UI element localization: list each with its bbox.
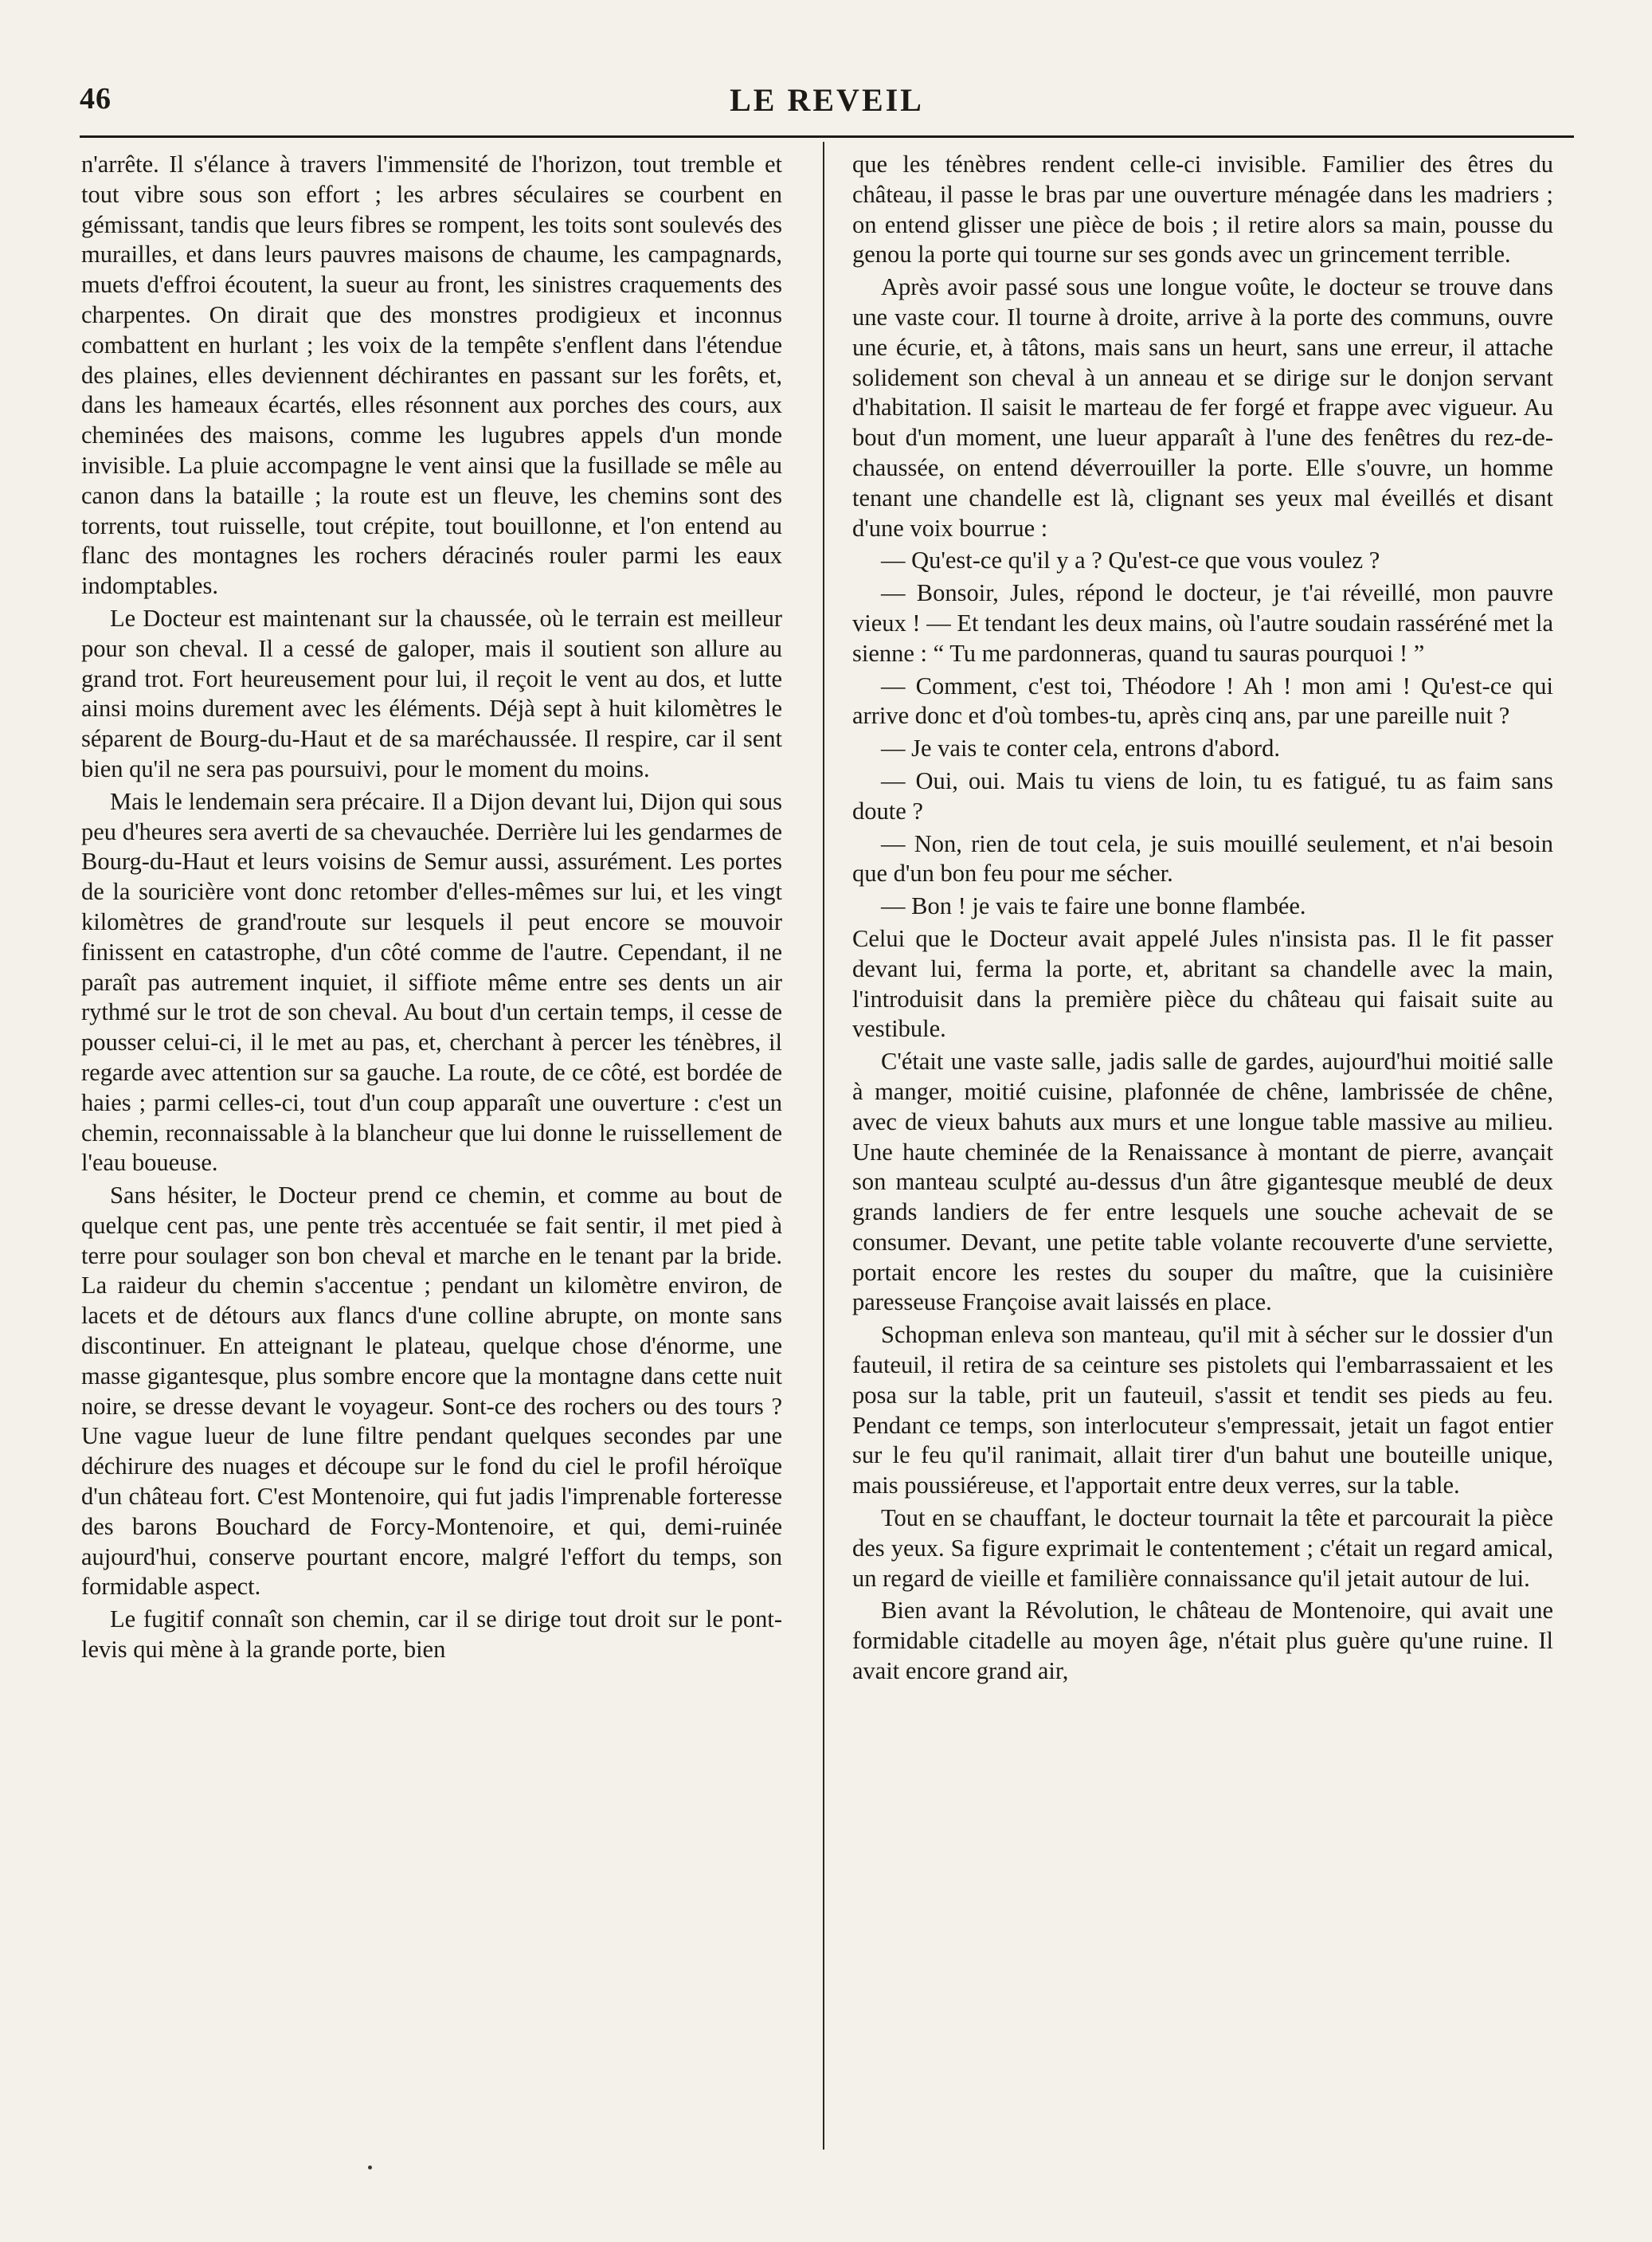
dialogue-line: — Non, rien de tout cela, je suis mouillé seulement, et n'ai besoin que d'un bon feu pour me sécher. [852,829,1553,888]
paragraph: C'était une vaste salle, jadis salle de gardes, aujourd'hui moitié salle à manger, moitié cuisine, plafonnée de chêne, lambrissée de chêne, avec de vieux bahuts aux murs et une longue table massive au milieu. Une haute cheminée de la Renaissance à montant de pierre, avançait son manteau sculpté au-dessus d'un âtre gigantesque meublé de deux grands landiers de fer entre lesquels une souche achevait de se consumer. Devant, une petite table volante recouverte d'une serviette, portait encore les restes du souper du maître, que la cuisinière paresseuse Françoise avait laissés en place. [852,1048,1553,1316]
running-title: LE REVEIL [730,82,924,118]
page-header [80,73,1574,121]
column-divider [823,142,824,2150]
dialogue-line: — Je vais te conter cela, entrons d'abord. [881,735,1280,762]
dialogue-line: — Oui, oui. Mais tu viens de loin, tu es fatigué, tu as faim sans doute ? [852,766,1553,825]
paragraph: Mais le lendemain sera précaire. Il a Dijon devant lui, Dijon qui sous peu d'heures sera averti de sa chevauchée. Derrière lui les gendarmes de Bourg-du-Haut et leurs voisins de Semur aussi, assurément. Les portes de la souricière vont donc retomber d'elles-mêmes sur lui, et les vingt kilomètres de grand'route sur lesquels il peut encore se mouvoir finissent en catastrophe, d'un côté comme de l'autre. Cependant, il ne paraît pas autrement inquiet, il siffiote même entre ses dents un air rythmé sur le trot de son cheval. Au bout d'un certain temps, il cesse de pousser celui-ci, il le met au pas, et, cherchant à percer les ténèbres, il regarde avec attention sur sa gauche. La route, de ce côté, est bordée de haies ; parmi celles-ci, tout d'un coup apparaît une ouverture : c'est un chemin, reconnaissable à la blancheur que lui donne le ruissellement de l'eau boueuse. [81,787,782,1177]
paragraph: Schopman enleva son manteau, qu'il mit à sécher sur le dossier d'un fauteuil, il retira de sa ceinture ses pistolets qui l'embarrassaient et les posa sur la table, prit un fauteuil, s'assit et tendit ses pieds au feu. Pendant ce temps, son interlocuteur s'empressait, jetait un fagot entier sur le feu qu'il ranimait, allait tirer d'un bahut une bouteille unique, mais poussiéreuse, et l'apportait entre deux verres, sur la table. [852,1321,1553,1499]
dialogue-line: — Bonsoir, Jules, répond le docteur, je t'ai réveillé, mon pauvre vieux ! — Et tendant les deux mains, où l'autre soudain rasséréné met la sienne : “ Tu me pardonneras, quand tu sauras pourquoi ! ” [852,579,1553,667]
header-rule [80,135,1574,138]
paragraph: Celui que le Docteur avait appelé Jules n'insista pas. Il le fit passer devant lui, ferma la porte, et, abritant sa chandelle avec la main, l'introduisit dans la première pièce du château qui faisait suite au vestibule. [852,924,1553,1043]
paragraph: n'arrête. Il s'élance à travers l'immensité de l'horizon, tout tremble et tout vibre sous son effort ; les arbres séculaires se courbent en gémissant, tandis que leurs fibres se rompent, les toits sont soulevés des murailles, et dans leurs pauvres maisons de chaume, les campagnards, muets d'effroi écoutent, la sueur au front, les sinistres craquements des charpentes. On dirait que des monstres prodigieux et inconnus combattent en hurlant ; les voix de la tempête s'enflent dans l'étendue des plaines, elles deviennent déchirantes en passant sur les forêts, et, dans les hameaux écartés, elles résonnent aux porches des cours, aux cheminées des maisons, comme les lugubres appels d'un monde invisible. La pluie accompagne le vent ainsi que la fusillade se mêle au canon dans la bataille ; la route est un fleuve, les chemins sont des torrents, tout ruisselle, tout crépite, tout bouillonne, et l'on entend au flanc des montagnes les rochers déracinés rouler parmi les eaux indomptables. [81,151,782,600]
dialogue-line: — Comment, c'est toi, Théodore ! Ah ! mon ami ! Qu'est-ce qui arrive donc et d'où tombes-tu, après cinq ans, par une pareille nuit ? [852,672,1553,730]
page-number: 46 [80,82,112,116]
ink-speck [368,2166,372,2169]
right-column [852,150,1553,1689]
paragraph: Le fugitif connaît son chemin, car il se dirige tout droit sur le pont-levis qui mène à la grande porte, bien [81,1605,782,1664]
paragraph: que les ténèbres rendent celle-ci invisible. Familier des êtres du château, il passe le bras par une ouverture ménagée dans les madriers ; on entend glisser une pièce de bois ; il retire alors sa main, pousse du genou la porte qui tourne sur ses gonds avec un grincement terrible. [852,151,1553,268]
paragraph: Bien avant la Révolution, le château de Montenoire, qui avait une formidable citadelle au moyen âge, n'était plus guère qu'une ruine. Il avait encore grand air, [852,1597,1553,1685]
dialogue-line: — Bon ! je vais te faire une bonne flambée. [881,892,1306,920]
dialogue-line: — Qu'est-ce qu'il y a ? Qu'est-ce que vous voulez ? [881,547,1380,574]
left-column [81,150,782,1668]
paragraph: Après avoir passé sous une longue voûte, le docteur se trouve dans une vaste cour. Il tourne à droite, arrive à la porte des communs, ouvre une écurie, et, à tâtons, mais sans un heurt, sans une erreur, il attache solidement son cheval à un anneau et se dirige sur le donjon servant d'habitation. Il saisit le marteau de fer forgé et frappe avec vigueur. Au bout d'un moment, une lueur apparaît à l'une des fenêtres du rez-de-chaussée, on entend déverrouiller la porte. Elle s'ouvre, un homme tenant une chandelle est là, clignant ses yeux mal éveillés et disant d'une voix bourrue : [852,273,1553,542]
paragraph: Sans hésiter, le Docteur prend ce chemin, et comme au bout de quelque cent pas, une pente très accentuée se fait sentir, il met pied à terre pour soulager son bon cheval et marche en le tenant par la bride. La raideur du chemin s'accentue ; pendant un kilomètre environ, de lacets et de détours aux flancs d'une colline abrupte, on monte sans discontinuer. En atteignant le plateau, quelque chose d'énorme, une masse gigantesque, plus sombre encore que la montagne dans cette nuit noire, se dresse devant le voyageur. Sont-ce des rochers ou des tours ? Une vague lueur de lune filtre pendant quelques secondes par une déchirure des nuages et découpe sur le fond du ciel le profil héroïque d'un château fort. C'est Montenoire, qui fut jadis l'imprenable forteresse des barons Bouchard de Forcy-Montenoire, et qui, demi-ruinée aujourd'hui, conserve pourtant encore, malgré l'effort du temps, son formidable aspect. [81,1182,782,1601]
paragraph: Tout en se chauffant, le docteur tournait la tête et parcourait la pièce des yeux. Sa figure exprimait le contentement ; c'était un regard amical, un regard de vieille et familière connaissance qu'il jetait autour de lui. [852,1504,1553,1592]
paragraph: Le Docteur est maintenant sur la chaussée, où le terrain est meilleur pour son cheval. Il a cessé de galoper, mais il soutient son allure au grand trot. Fort heureusement pour lui, il reçoit le vent au dos, et lutte ainsi moins durement avec les éléments. Déjà sept à huit kilomètres le séparent de Bourg-du-Haut et de sa maréchaussée. Il respire, car il sent bien qu'il ne sera pas poursuivi, pour le moment du moins. [81,604,782,782]
